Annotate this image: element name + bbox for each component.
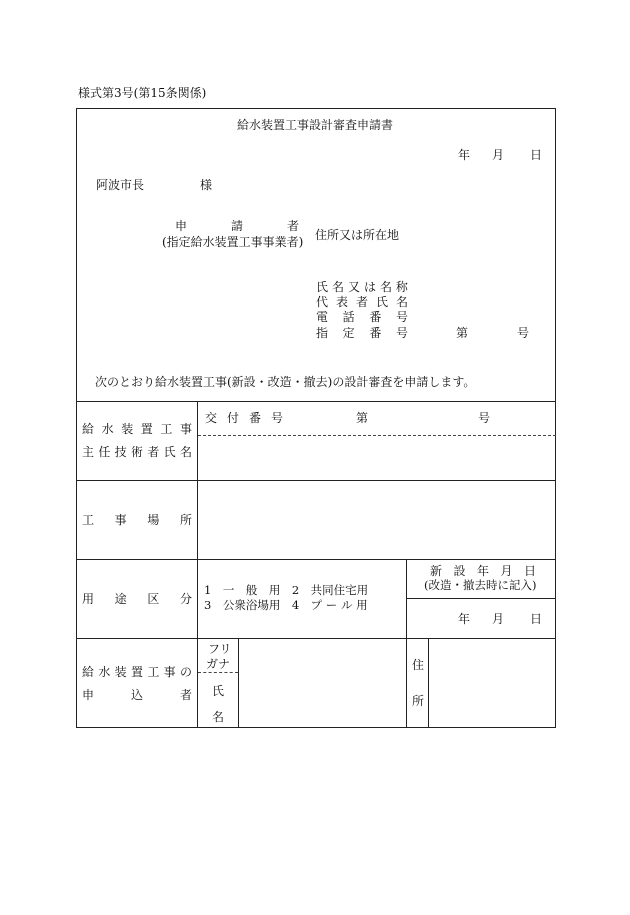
label-char: 者 bbox=[147, 445, 160, 459]
applicant-name-input[interactable] bbox=[240, 674, 405, 727]
issue-number-dashed-line bbox=[198, 435, 556, 436]
new-install-year: 年 bbox=[458, 612, 471, 626]
label-char: 設 bbox=[453, 564, 466, 578]
label-char: 水 bbox=[98, 665, 111, 679]
usage-label bbox=[82, 593, 192, 605]
label-char: 技 bbox=[114, 445, 127, 459]
name-label-char-2: 名 bbox=[212, 710, 225, 724]
label-char: 込 bbox=[130, 688, 143, 702]
label-char: 装 bbox=[114, 665, 127, 679]
label-char: 用 bbox=[82, 592, 95, 606]
applicant-representative-field bbox=[316, 296, 408, 308]
field-char: 氏 bbox=[316, 280, 329, 294]
furigana-dashed-line bbox=[198, 672, 238, 673]
applicant-label-char: 請 bbox=[230, 219, 243, 233]
label-char: 任 bbox=[98, 445, 111, 459]
row-line-3 bbox=[76, 638, 556, 639]
field-char: 電 bbox=[316, 310, 329, 324]
label-char: 月 bbox=[500, 564, 513, 578]
chief-label-line1 bbox=[82, 423, 192, 435]
field-char: 番 bbox=[369, 310, 382, 324]
usage-options-line2[interactable]: 3 公衆浴場用 4 プ ー ル 用 bbox=[204, 598, 368, 612]
chief-label-line2 bbox=[82, 446, 192, 458]
label-char: 年 bbox=[476, 564, 489, 578]
field-char: 指 bbox=[316, 326, 329, 340]
usage-options-line1[interactable]: 1 一 般 用 2 共同住宅用 bbox=[204, 583, 369, 597]
label-char: 分 bbox=[179, 592, 192, 606]
label-char: 氏 bbox=[163, 445, 176, 459]
label-char: 申 bbox=[82, 688, 95, 702]
field-char: 話 bbox=[342, 310, 355, 324]
date-month: 月 bbox=[492, 148, 505, 162]
label-char: 名 bbox=[179, 445, 192, 459]
label-char: 付 bbox=[226, 411, 239, 425]
label-char: 装 bbox=[121, 422, 134, 436]
row-line-2 bbox=[76, 559, 556, 560]
label-char: 所 bbox=[179, 513, 192, 527]
applicant-address-label: 住所又は所在地 bbox=[315, 228, 400, 242]
field-char: 号 bbox=[395, 310, 408, 324]
applicant-row-label-line2 bbox=[82, 689, 192, 701]
field-char: は bbox=[363, 280, 376, 294]
field-char: 名 bbox=[379, 280, 392, 294]
designation-dai: 第 bbox=[456, 326, 469, 340]
address-label-char-2: 所 bbox=[412, 694, 425, 708]
field-char: 称 bbox=[395, 280, 408, 294]
field-char: 表 bbox=[335, 295, 348, 309]
label-char: 日 bbox=[523, 564, 536, 578]
field-char: 者 bbox=[355, 295, 368, 309]
addressee-honorific: 様 bbox=[200, 178, 213, 192]
label-char: 事 bbox=[163, 665, 176, 679]
issue-number-label bbox=[205, 412, 283, 424]
applicant-name-field bbox=[316, 281, 408, 293]
site-input[interactable] bbox=[199, 482, 555, 558]
label-char: 給 bbox=[82, 422, 95, 436]
label-char: 場 bbox=[147, 513, 160, 527]
new-install-day: 日 bbox=[530, 612, 543, 626]
field-char: 番 bbox=[369, 326, 382, 340]
applicant-designation-field bbox=[316, 327, 408, 339]
label-char: 置 bbox=[130, 665, 143, 679]
addressee-name: 阿波市長 bbox=[96, 178, 145, 192]
table-top-line bbox=[76, 401, 556, 402]
date-header-line2: (改造・撤去時に記入) bbox=[424, 578, 537, 592]
new-install-month: 月 bbox=[492, 612, 505, 626]
date-year: 年 bbox=[458, 148, 471, 162]
furigana-label-1: フリ bbox=[208, 642, 232, 656]
row-line-1 bbox=[76, 480, 556, 481]
applicant-row-label-line1 bbox=[82, 666, 192, 678]
field-char: 名 bbox=[331, 280, 344, 294]
application-statement: 次のとおり給水装置工事(新設・改造・撤去)の設計審査を申請します。 bbox=[95, 375, 476, 389]
applicant-furigana-input[interactable] bbox=[240, 640, 405, 671]
field-char: 氏 bbox=[375, 295, 388, 309]
label-char: 工 bbox=[160, 422, 173, 436]
label-char: 給 bbox=[82, 665, 95, 679]
label-char: 事 bbox=[114, 513, 127, 527]
label-char: 番 bbox=[248, 411, 261, 425]
label-char: 主 bbox=[82, 445, 95, 459]
furigana-label-2: ガナ bbox=[206, 657, 231, 671]
applicant-phone-field bbox=[316, 311, 408, 323]
date-header-line1 bbox=[430, 565, 536, 577]
label-char: 工 bbox=[82, 513, 95, 527]
field-char: 号 bbox=[395, 326, 408, 340]
applicant-label-char: 申 bbox=[175, 219, 188, 233]
label-char: 水 bbox=[101, 422, 114, 436]
field-char: 名 bbox=[395, 295, 408, 309]
field-char: 定 bbox=[342, 326, 355, 340]
label-char: 号 bbox=[270, 411, 283, 425]
label-char: 区 bbox=[147, 592, 160, 606]
applicant-address-input[interactable] bbox=[430, 640, 555, 727]
date-header-line bbox=[406, 598, 556, 599]
chief-name-input[interactable] bbox=[199, 437, 555, 479]
form-title: 給水装置工事設計審査申請書 bbox=[236, 118, 393, 132]
label-column-divider bbox=[197, 401, 198, 728]
date-day: 日 bbox=[530, 148, 543, 162]
label-char: の bbox=[179, 665, 192, 679]
form-number-label: 様式第3号(第15条関係) bbox=[78, 86, 207, 100]
label-char: 交 bbox=[205, 411, 218, 425]
name-label-char-1: 氏 bbox=[212, 684, 225, 698]
furigana-column-divider bbox=[238, 638, 239, 728]
label-char: 事 bbox=[179, 422, 192, 436]
label-char: 術 bbox=[130, 445, 143, 459]
applicant-label-char: 者 bbox=[286, 219, 299, 233]
label-char: 工 bbox=[147, 665, 160, 679]
field-char: 又 bbox=[347, 280, 360, 294]
field-char: 代 bbox=[316, 295, 329, 309]
label-char: 途 bbox=[114, 592, 127, 606]
applicant-label bbox=[175, 220, 299, 232]
site-label bbox=[82, 514, 192, 526]
address-label-char-1: 住 bbox=[412, 658, 425, 672]
date-column-divider bbox=[406, 559, 407, 728]
address-label-divider bbox=[428, 638, 429, 728]
applicant-label-sub: (指定給水装置工事事業者) bbox=[162, 235, 304, 249]
label-char: 者 bbox=[179, 688, 192, 702]
label-char: 置 bbox=[140, 422, 153, 436]
label-char: 新 bbox=[430, 564, 443, 578]
issue-go: 号 bbox=[478, 411, 491, 425]
issue-dai: 第 bbox=[356, 411, 369, 425]
designation-go: 号 bbox=[517, 326, 530, 340]
